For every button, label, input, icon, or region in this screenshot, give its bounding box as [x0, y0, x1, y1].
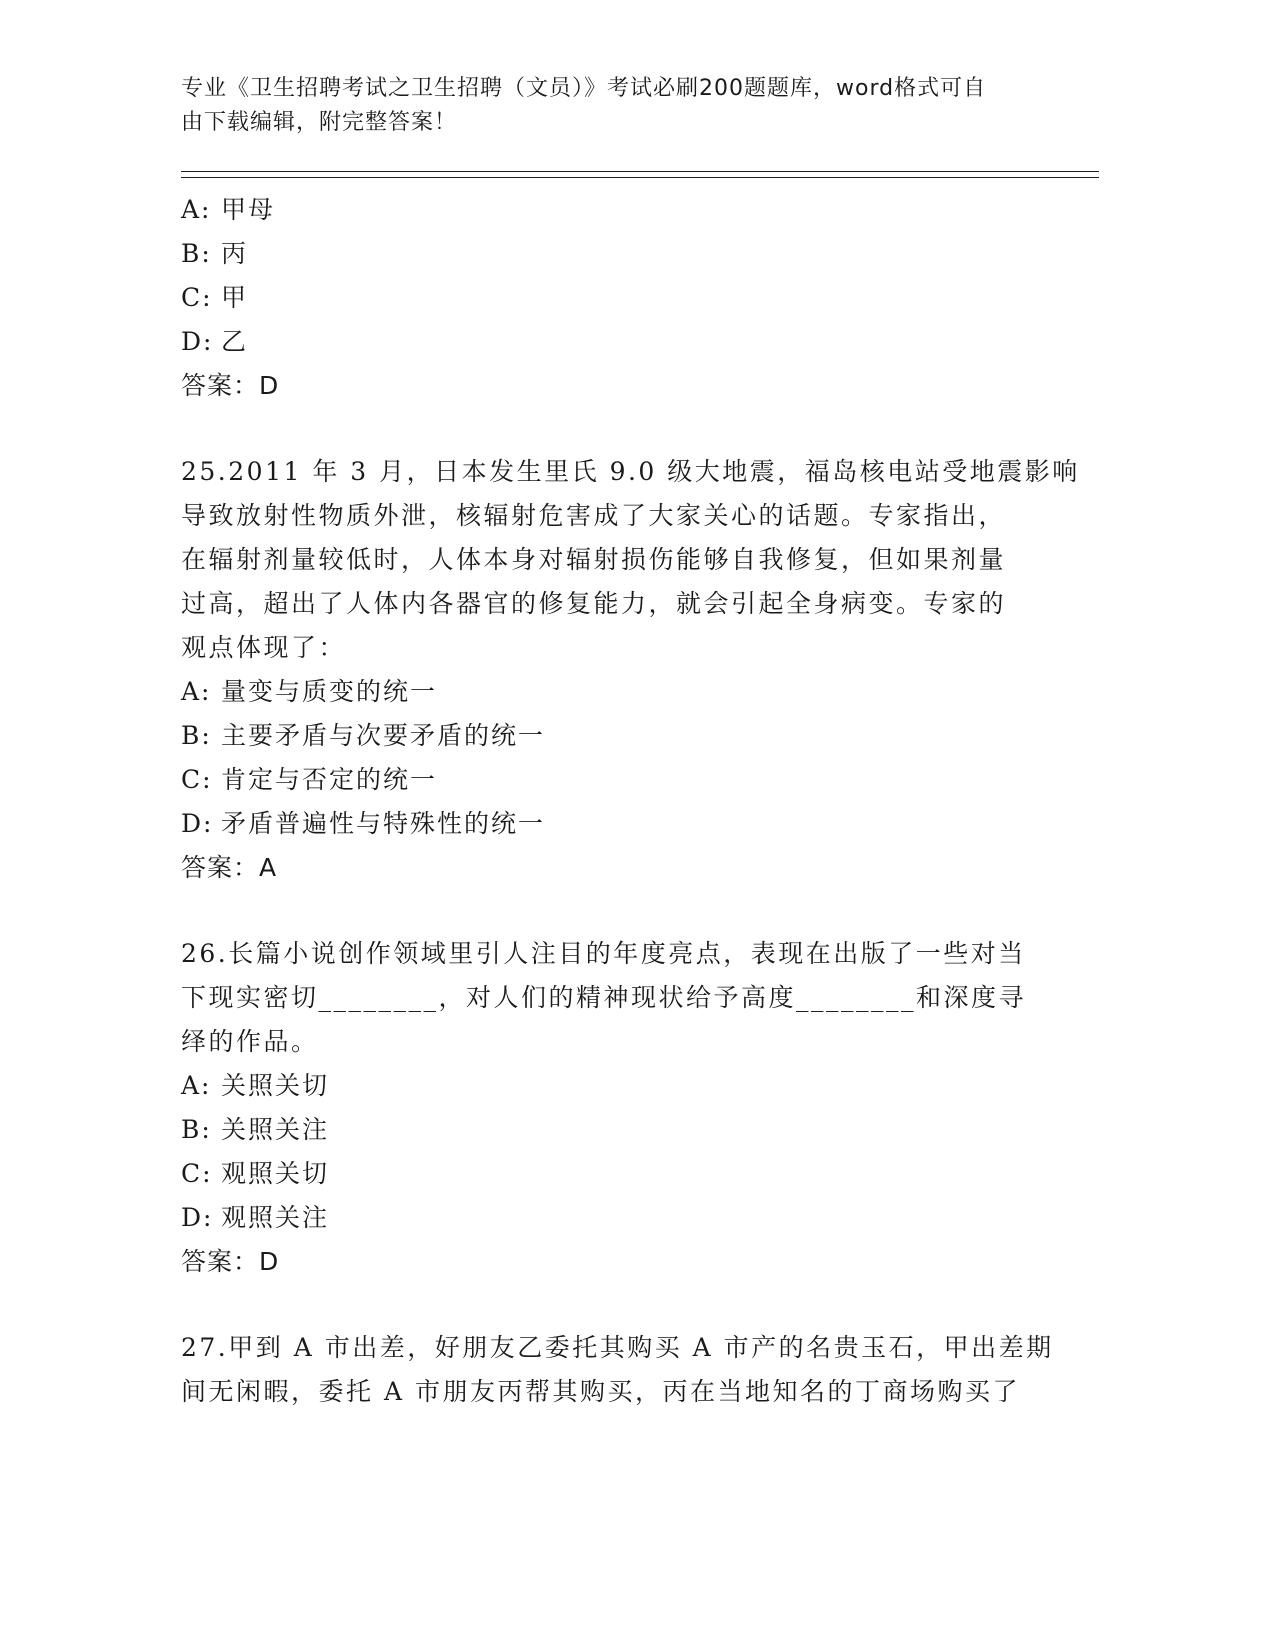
option-letter: A: — [181, 677, 212, 706]
answer-line: 答案：A — [181, 853, 278, 882]
option-text: 甲 — [221, 283, 249, 312]
question-text-line: 26.长篇小说创作领域里引人注目的年度亮点，表现在出版了一些对当 — [181, 939, 1026, 968]
option-text: 丙 — [221, 239, 249, 268]
option-text: 关照关切 — [221, 1071, 330, 1100]
header-divider-top — [181, 171, 1099, 172]
option-letter: B: — [181, 721, 212, 750]
option-d — [181, 802, 1061, 846]
question-block-25 — [181, 450, 1080, 890]
question-text-line: 绎的作品。 — [181, 1027, 319, 1056]
option-a — [181, 670, 1061, 714]
answer-line: 答案：D — [181, 1247, 280, 1276]
option-a — [181, 188, 1061, 232]
option-letter: A: — [181, 195, 212, 224]
question-text-line: 间无闲暇，委托 A 市朋友丙帮其购买，丙在当地知名的丁商场购买了 — [181, 1377, 1020, 1406]
question-text-line: 25.2011 年 3 月，日本发生里氏 9.0 级大地震，福岛核电站受地震影响 — [181, 457, 1080, 486]
document-header — [181, 72, 1041, 140]
option-letter: A: — [181, 1071, 212, 1100]
option-d — [181, 1196, 1061, 1240]
option-text: 肯定与否定的统一 — [221, 765, 438, 794]
option-letter: B: — [181, 1115, 212, 1144]
option-letter: C: — [181, 283, 213, 312]
option-b — [181, 232, 1061, 276]
option-c — [181, 1152, 1061, 1196]
option-letter: D: — [181, 809, 214, 838]
option-text: 关照关注 — [221, 1115, 330, 1144]
option-d — [181, 320, 1061, 364]
option-letter: D: — [181, 327, 214, 356]
answer-line: 答案：D — [181, 371, 280, 400]
question-block-24 — [181, 188, 1061, 408]
question-text-line: 下现实密切________，对人们的精神现状给予高度________和深度寻 — [181, 983, 1027, 1012]
option-text: 量变与质变的统一 — [221, 677, 438, 706]
header-divider-bottom — [181, 177, 1099, 178]
option-letter: B: — [181, 239, 212, 268]
option-b — [181, 714, 1061, 758]
option-text: 观照关注 — [221, 1203, 330, 1232]
question-text-line: 观点体现了： — [181, 633, 347, 662]
question-text-line: 27.甲到 A 市出差，好朋友乙委托其购买 A 市产的名贵玉石，甲出差期 — [181, 1333, 1054, 1362]
question-text-line: 在辐射剂量较低时，人体本身对辐射损伤能够自我修复，但如果剂量 — [181, 545, 1007, 574]
question-text-line: 过高，超出了人体内各器官的修复能力，就会引起全身病变。专家的 — [181, 589, 1007, 618]
header-line-1: 专业《卫生招聘考试之卫生招聘（文员）》考试必刷200题题库，word格式可自 — [181, 76, 987, 101]
question-text-line: 导致放射性物质外泄，核辐射危害成了大家关心的话题。专家指出， — [181, 501, 1007, 530]
option-text: 观照关切 — [221, 1159, 330, 1188]
header-line-2: 由下载编辑，附完整答案！ — [181, 110, 458, 135]
option-letter: D: — [181, 1203, 214, 1232]
option-c — [181, 758, 1061, 802]
question-block-27 — [181, 1326, 1061, 1414]
document-body — [181, 188, 1080, 1414]
option-text: 甲母 — [221, 195, 276, 224]
option-b — [181, 1108, 1061, 1152]
option-text: 主要矛盾与次要矛盾的统一 — [221, 721, 546, 750]
option-text: 乙 — [221, 327, 249, 356]
option-letter: C: — [181, 1159, 213, 1188]
option-text: 矛盾普遍性与特殊性的统一 — [221, 809, 546, 838]
option-letter: C: — [181, 765, 213, 794]
option-c — [181, 276, 1061, 320]
option-a — [181, 1064, 1061, 1108]
question-block-26 — [181, 932, 1061, 1284]
